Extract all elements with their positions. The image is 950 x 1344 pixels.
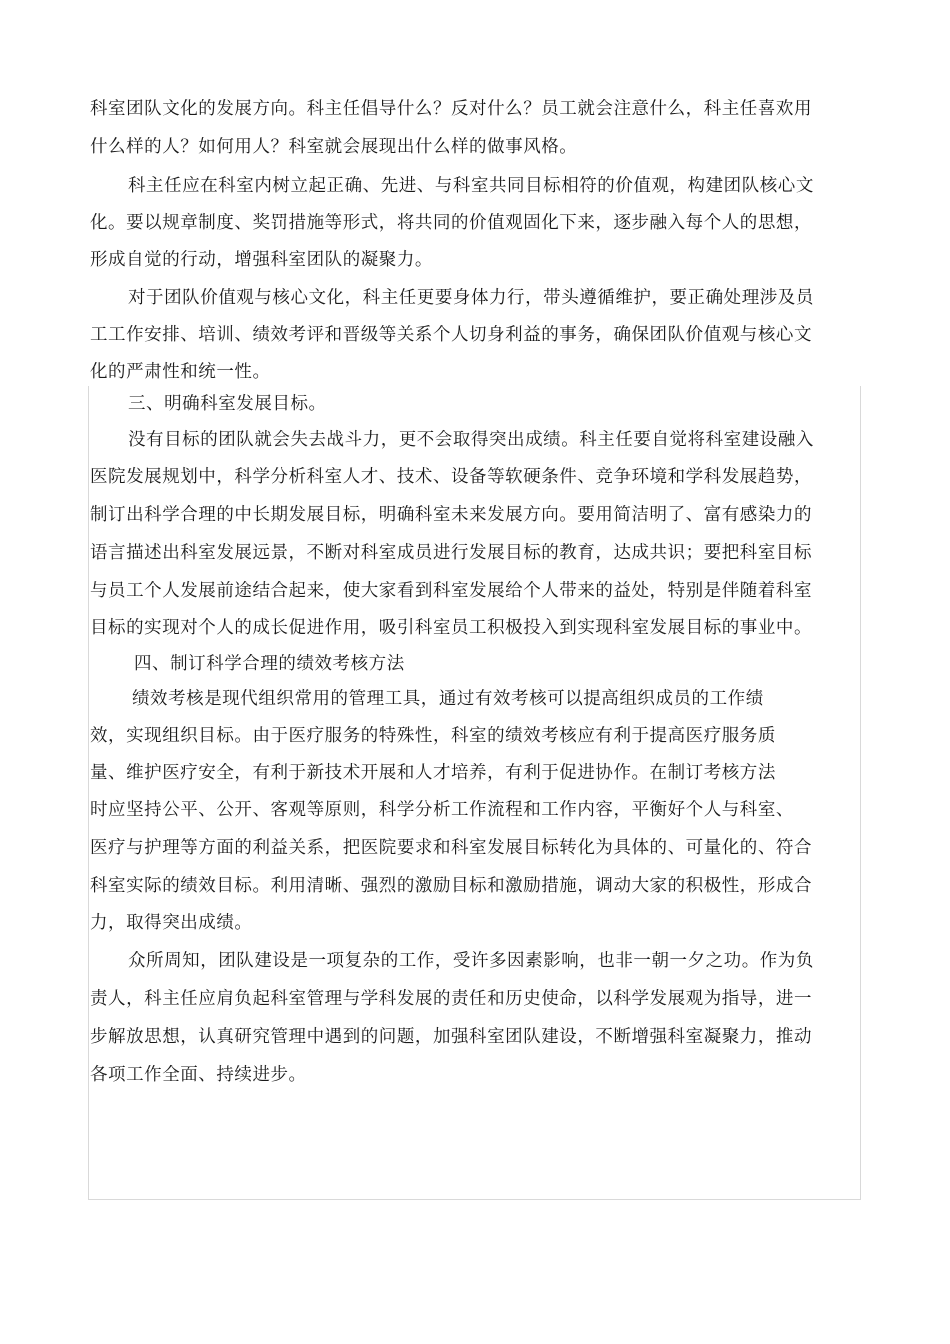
paragraph-line: 效，实现组织目标。由于医疗服务的特殊性，科室的绩效考核应有利于提高医疗服务质 [90,726,776,746]
paragraph-line: 没有目标的团队就会失去战斗力，更不会取得突出成绩。科主任要自觉将科室建设融入 [128,430,814,450]
paragraph-line: 医疗与护理等方面的利益关系，把医院要求和科室发展目标转化为具体的、可量化的、符合 [90,838,812,858]
paragraph-line: 科主任应在科室内树立起正确、先进、与科室共同目标相符的价值观，构建团队核心文 [128,176,814,196]
paragraph-line: 化的严肃性和统一性。 [90,362,271,382]
paragraph-line: 目标的实现对个人的成长促进作用，吸引科室员工积极投入到实现科室发展目标的事业中。 [90,618,812,638]
paragraph-line: 与员工个人发展前途结合起来，使大家看到科室发展给个人带来的益处，特别是伴随着科室 [90,581,812,601]
section-heading: 三、明确科室发展目标。 [128,394,327,414]
paragraph-line: 化。要以规章制度、奖罚措施等形式，将共同的价值观固化下来，逐步融入每个人的思想， [90,213,812,233]
section-heading: 四、制订科学合理的绩效考核方法 [134,654,405,674]
paragraph-line: 制订出科学合理的中长期发展目标，明确科室未来发展方向。要用简洁明了、富有感染力的 [90,505,812,525]
paragraph-line: 语言描述出科室发展远景，不断对科室成员进行发展目标的教育，达成共识；要把科室目标 [90,543,812,563]
paragraph-line: 众所周知，团队建设是一项复杂的工作，受许多因素影响，也非一朝一夕之功。作为负 [128,951,814,971]
paragraph-line: 形成自觉的行动，增强科室团队的凝聚力。 [90,250,433,270]
paragraph-line: 对于团队价值观与核心文化，科主任更要身体力行，带头遵循维护，要正确处理涉及员 [128,288,814,308]
paragraph-line: 什么样的人？如何用人？科室就会展现出什么样的做事风格。 [90,137,578,157]
paragraph-line: 绩效考核是现代组织常用的管理工具，通过有效考核可以提高组织成员的工作绩 [132,689,764,709]
paragraph-line: 量、维护医疗安全，有利于新技术开展和人才培养，有利于促进协作。在制订考核方法 [90,763,776,783]
paragraph-line: 各项工作全面、持续进步。 [90,1065,307,1085]
paragraph-line: 科室团队文化的发展方向。科主任倡导什么？反对什么？员工就会注意什么，科主任喜欢用 [90,99,812,119]
paragraph-line: 时应坚持公平、公开、客观等原则，科学分析工作流程和工作内容，平衡好个人与科室、 [90,800,794,820]
paragraph-line: 医院发展规划中，科学分析科室人才、技术、设备等软硬条件、竞争环境和学科发展趋势， [90,467,812,487]
paragraph-line: 责人，科主任应肩负起科室管理与学科发展的责任和历史使命，以科学发展观为指导，进一 [90,989,812,1009]
paragraph-line: 力，取得突出成绩。 [90,913,253,933]
paragraph-line: 科室实际的绩效目标。利用清晰、强烈的激励目标和激励措施，调动大家的积极性，形成合 [90,876,812,896]
paragraph-line: 工工作安排、培训、绩效考评和晋级等关系个人切身利益的事务，确保团队价值观与核心文 [90,325,812,345]
paragraph-line: 步解放思想，认真研究管理中遇到的问题，加强科室团队建设，不断增强科室凝聚力，推动 [90,1027,812,1047]
